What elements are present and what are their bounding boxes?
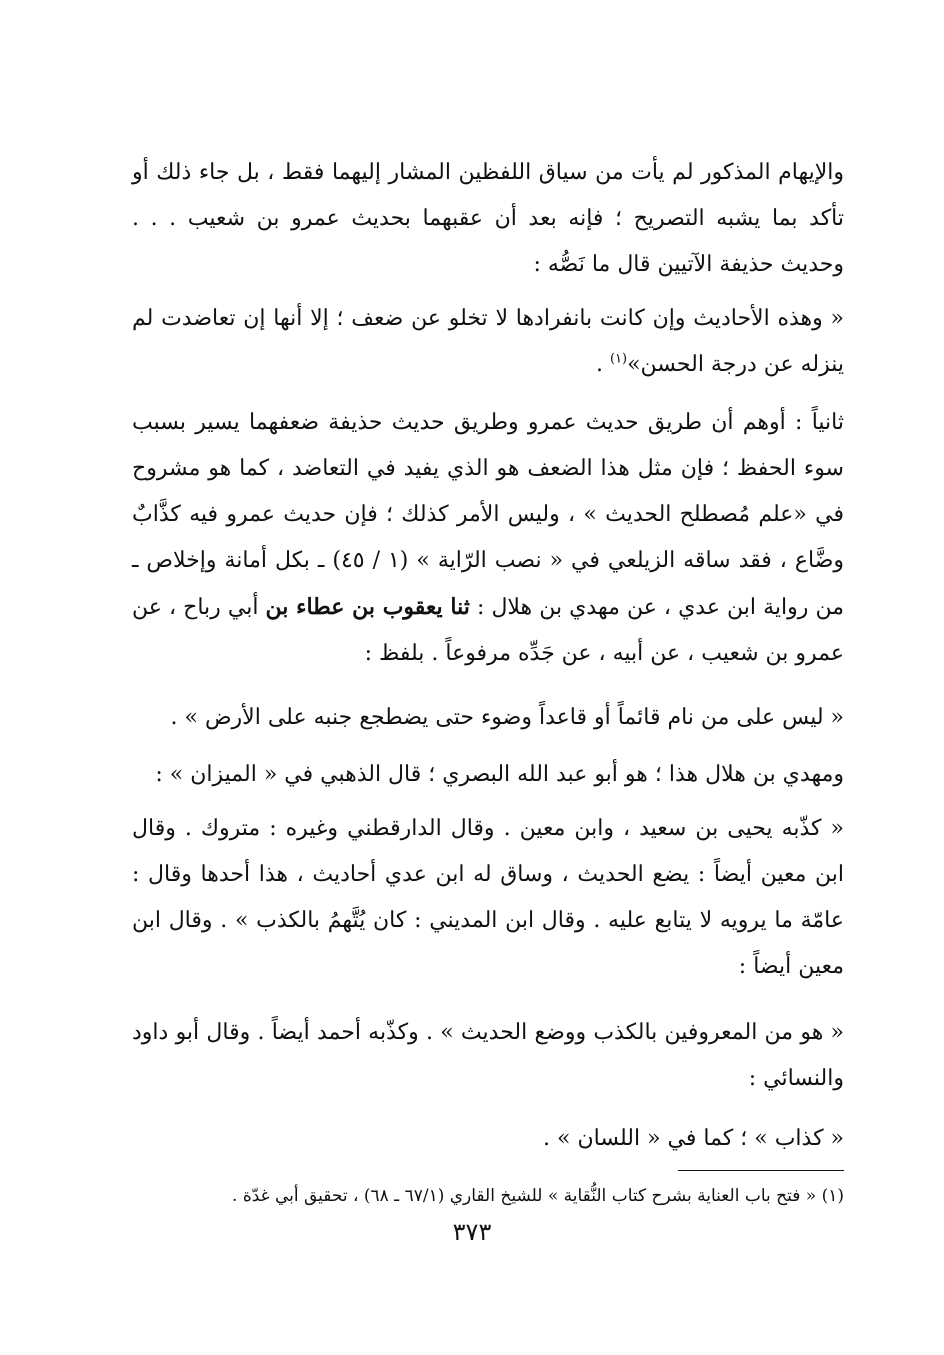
paragraph-2-text: « وهذه الأحاديث وإن كانت بانفرادها لا تخلو عن ضعف ؛ إلا أنها إن تعاضدت لم ينزله عن درجة الحسن» [132,306,844,377]
paragraph-1: والإيهام المذكور لم يأت من سياق اللفظين المشار إليهما فقط ، بل جاء ذلك أو تأكد بما يشبه التصريح ؛ فإنه بعد أن عقبهما بحديث عمرو بن شعيب . . . وحديث حذيفة الآتيين قال ما نَصُّه : [132,160,844,277]
paragraph-5: ومهدي بن هلال هذا ؛ هو أبو عبد الله البصري ؛ قال الذهبي في « الميزان » : [155,762,844,787]
footnote-reference: (١) [609,351,628,367]
footnote-divider [678,1170,844,1171]
paragraph-2-quote [132,296,844,388]
paragraph-2-end: . [595,352,610,377]
page-number: ٣٧٣ [452,1218,492,1246]
paragraph-3-end: أبي رباح ، عن عمرو بن شعيب ، عن أبيه ، عن جَدِّه مرفوعاً . بلفظ : [132,595,844,666]
paragraph-4-hadith-quote: « ليس على من نام قائماً أو قاعداً وضوء حتى يضطجع جنبه على الأرض » . [170,705,844,730]
paragraph-6-quote: « كذّبه يحيى بن سعيد ، وابن معين . وقال الدارقطني وغيره : متروك . وقال ابن معين أيضاً : يضع الحديث ، وساق له ابن عدي أحاديث ، هذا أحدها وقال : عامّة ما يرويه لا يتابع عليه . وقال ابن المديني : كان يُتَّهمُ بالكذب » . وقال ابن معين أيضاً : [132,816,844,979]
footnote: (١) « فتح باب العناية بشرح كتاب النُّقاية » للشيخ القاري (٦٧/١ ـ ٦٨) ، تحقيق أبي غدّة . [232,1186,844,1206]
paragraph-7-quote: « هو من المعروفين بالكذب ووضع الحديث » . وكذّبه أحمد أيضاً . وقال أبو داود والنسائي : [132,1020,845,1091]
paragraph-3-start: ثانياً : أوهم أن طريق حديث عمرو وطريق حديث حذيفة ضعفهما يسير بسبب سوء الحفظ ؛ فإن مثل هذا الضعف هو الذي يفيد في التعاضد ، كما هو مشروح في «علم مُصطلح الحديث » ، وليس الأمر كذلك ؛ فإن حديث عمرو فيه كذَّابٌ وضَّاع ، فقد ساقه الزيلعي في « نصب الرّاية » (١ / ٤٥) ـ بكل أمانة وإخلاص ـ من رواية ابن عدي ، عن مهدي بن هلال : [132,410,845,620]
paragraph-3 [132,400,844,677]
paragraph-8-quote: « كذاب » ؛ كما في « اللسان » . [543,1126,844,1151]
paragraph-3-bold-chain: ثنا يعقوب بن عطاء بن [265,594,470,620]
